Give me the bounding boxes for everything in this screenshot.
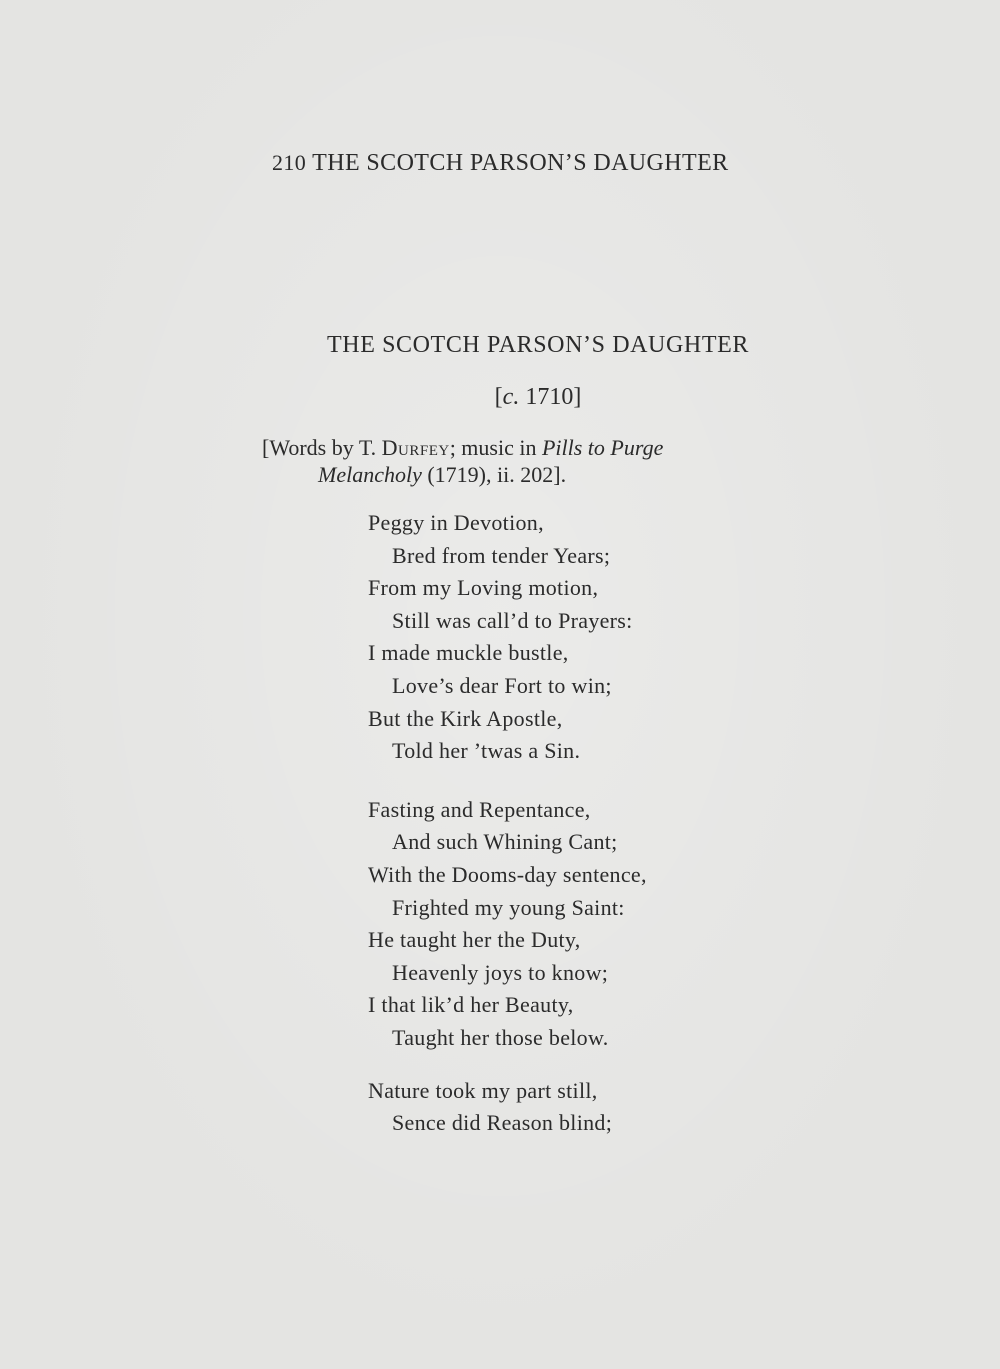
stanza-1 (368, 507, 788, 768)
note-work-title-a: Pills to Purge (541, 435, 664, 460)
stanza-break (368, 1055, 788, 1075)
note-work-title-b: Melancholy (318, 462, 422, 487)
verse-line: Heavenly joys to know; (392, 959, 609, 985)
poem-body (368, 507, 788, 1140)
verse-line: Love’s dear Fort to win; (392, 672, 612, 698)
verse-line: Frighted my young Saint: (392, 894, 625, 920)
verse-line: And such Whining Cant; (392, 829, 618, 855)
date-circa: c. (502, 384, 520, 410)
note-text-1: [Words by T. (262, 435, 382, 460)
verse-line: Still was call’d to Prayers: (392, 607, 633, 633)
verse-line: I made muckle bustle, (368, 640, 569, 666)
verse-line: Fasting and Repentance, (368, 796, 591, 822)
stanza-2 (368, 794, 788, 1055)
verse-line: I that lik’d her Beauty, (368, 992, 574, 1018)
date-year: 1710] (519, 384, 582, 410)
verse-line: From my Loving motion, (368, 575, 599, 601)
verse-line: But the Kirk Apostle, (368, 705, 563, 731)
date-open-bracket: [ (494, 384, 503, 410)
stanza-break (368, 768, 788, 794)
page-number: 210 (272, 150, 307, 175)
note-text-3: (1719), ii. 202]. (421, 462, 567, 487)
note-text-2: ; music in (449, 435, 542, 460)
verse-line: Bred from tender Years; (392, 542, 611, 568)
source-note-line-1 (262, 434, 807, 461)
source-note-line-2 (262, 461, 807, 488)
stanza-3 (368, 1075, 788, 1140)
running-head-title: THE SCOTCH PARSON’S DAUGHTER (312, 150, 729, 176)
verse-line: He taught her the Duty, (368, 927, 581, 953)
verse-line: Told her ’twas a Sin. (392, 738, 581, 764)
verse-line: Taught her those below. (392, 1024, 609, 1050)
verse-line: With the Dooms-day sentence, (368, 861, 647, 887)
note-author: Durfey (381, 435, 450, 460)
verse-line: Sence did Reason blind; (392, 1110, 613, 1136)
running-head (272, 150, 792, 177)
verse-line: Nature took my part still, (368, 1077, 598, 1103)
verse-line: Peggy in Devotion, (368, 510, 544, 535)
poem-date (0, 384, 1000, 411)
poem-title: THE SCOTCH PARSON’S DAUGHTER (327, 332, 749, 358)
source-note (262, 434, 807, 488)
